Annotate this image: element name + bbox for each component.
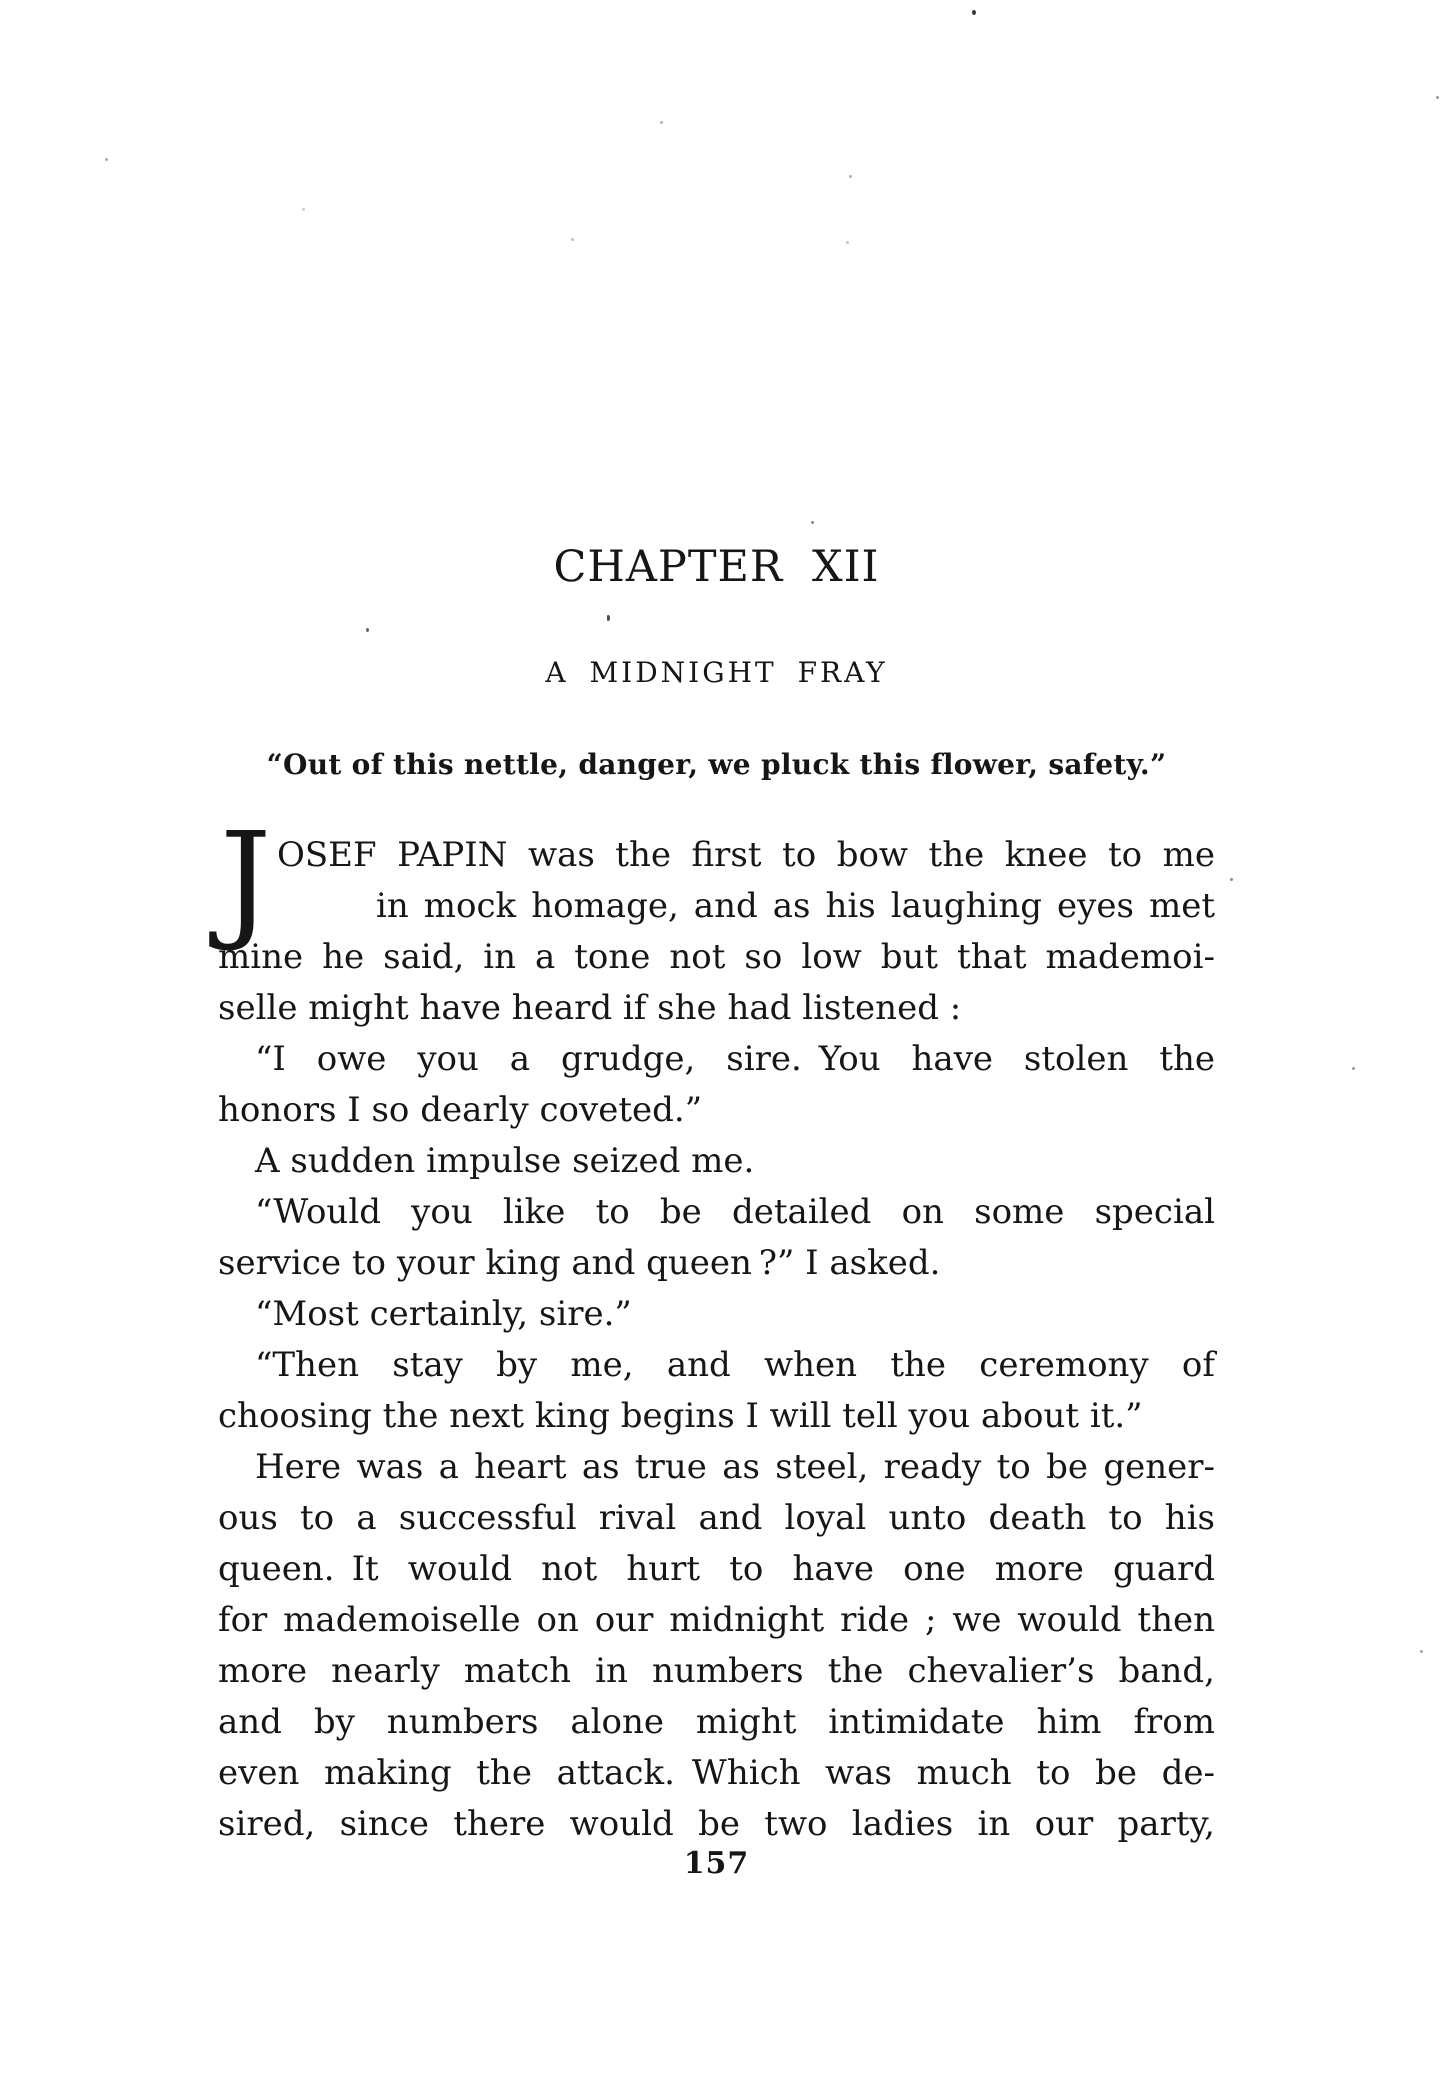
text-line: queen. It would not hurt to have one more guard: [218, 1549, 1215, 1589]
paragraph-5: [218, 1289, 1215, 1340]
text-line: in mock homage, and as his laughing eyes met: [376, 886, 1215, 926]
page-number: 157: [683, 1846, 750, 1881]
scan-speck: [1436, 96, 1439, 99]
text-line: even making the attack. Which was much to be de-: [218, 1753, 1215, 1793]
scan-speck: [972, 10, 976, 15]
paragraph-7: [218, 1442, 1215, 1850]
scan-speck: [1352, 1067, 1355, 1070]
scan-speck: [607, 615, 610, 621]
text-line: selle might have heard if she had listened :: [218, 988, 962, 1028]
text-line: A sudden impulse seized me.: [255, 1141, 755, 1181]
text-line: Here was a heart as true as steel, ready to be gener-: [255, 1447, 1215, 1487]
text-line: OSEF PAPIN was the first to bow the knee to me: [277, 835, 1215, 875]
text-line: sired, since there would be two ladies in our party,: [218, 1804, 1215, 1844]
chapter-title: CHAPTER XII: [553, 542, 880, 592]
text-line: “Then stay by me, and when the ceremony of: [255, 1345, 1215, 1385]
text-line: service to your king and queen ?” I asked.: [218, 1243, 941, 1283]
scan-speck: [1230, 878, 1233, 881]
drop-cap: J: [220, 806, 272, 955]
text-line: honors I so dearly coveted.”: [218, 1090, 703, 1130]
paragraph-2: [218, 1034, 1215, 1136]
body-text: [218, 806, 1215, 1850]
text-line: more nearly match in numbers the chevalier’s band,: [218, 1651, 1215, 1691]
epigraph: “Out of this nettle, danger, we pluck this flower, safety.”: [266, 748, 1167, 781]
text-line: mine he said, in a tone not so low but that mademoi-: [218, 937, 1215, 977]
scan-speck: [105, 158, 108, 161]
scan-speck: [811, 521, 814, 524]
text-line: “Would you like to be detailed on some special: [255, 1192, 1215, 1232]
text-line: ous to a successful rival and loyal unto death to his: [218, 1498, 1215, 1538]
chapter-subtitle: A MIDNIGHT FRAY: [545, 656, 888, 689]
text-line: “Most certainly, sire.”: [255, 1294, 632, 1334]
text-line: and by numbers alone might intimidate him from: [218, 1702, 1215, 1742]
scan-speck: [366, 628, 369, 632]
paragraph-6: [218, 1340, 1215, 1442]
scan-speck: [1420, 1650, 1423, 1653]
paragraph-4: [218, 1187, 1215, 1289]
scan-speck: [571, 238, 574, 241]
scan-speck: [302, 208, 305, 211]
paragraph-3: [218, 1136, 1215, 1187]
text-line: choosing the next king begins I will tell you about it.”: [218, 1396, 1143, 1436]
text-line: “I owe you a grudge, sire. You have stolen the: [255, 1039, 1215, 1079]
paragraph-1: [218, 806, 1215, 1034]
text-line: for mademoiselle on our midnight ride ; we would then: [218, 1600, 1215, 1640]
scan-speck: [660, 121, 663, 124]
scan-speck: [849, 175, 852, 178]
scan-speck: [846, 241, 849, 244]
